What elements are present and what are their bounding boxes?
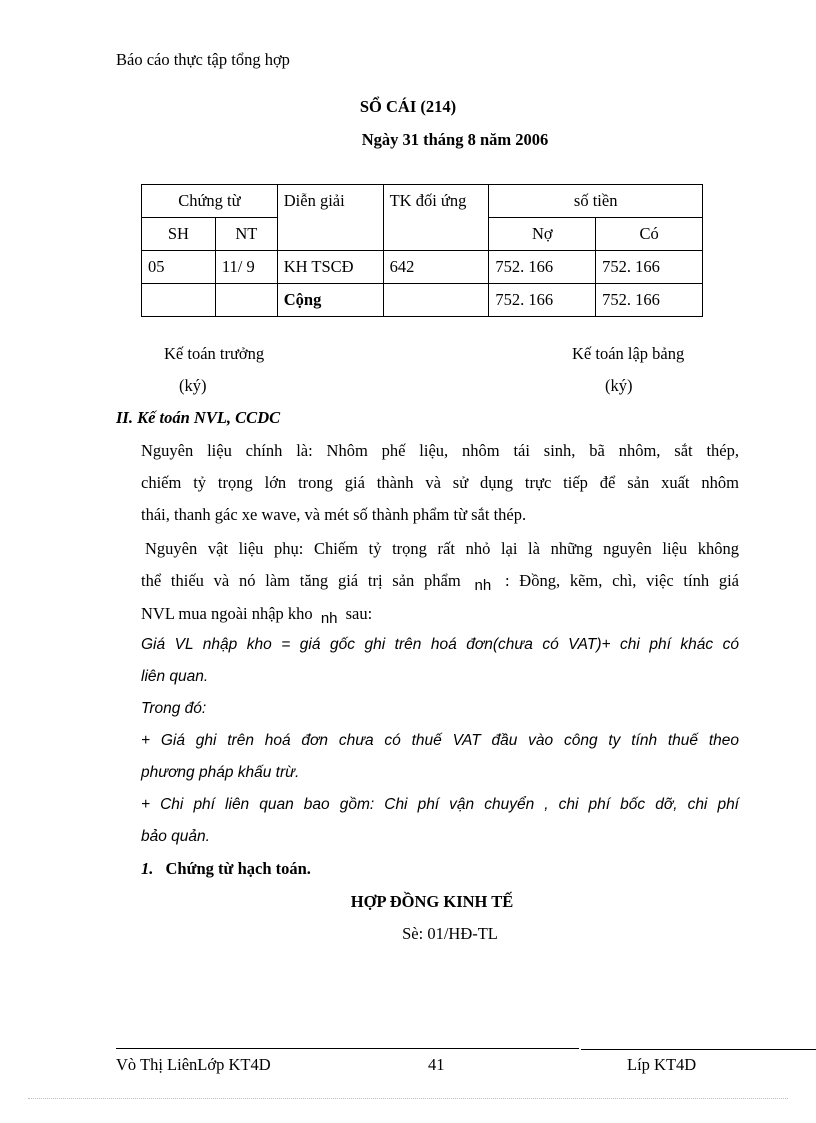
subscript-fragment: nh	[474, 577, 492, 594]
cell-account	[383, 284, 489, 317]
trong-do-label: Trong đó:	[141, 700, 207, 717]
debit-header: Nợ	[489, 218, 596, 251]
cell-sh	[142, 284, 216, 317]
footer-class: Líp KT4D	[627, 1055, 697, 1074]
cell-sh: 05	[142, 251, 216, 284]
nt-header: NT	[215, 218, 277, 251]
cell-nt	[215, 284, 277, 317]
bullet-line: phương pháp khấu trừ.	[141, 764, 300, 781]
paragraph-line	[141, 565, 739, 598]
table-header-row	[142, 185, 703, 218]
description-header: Diễn giải	[277, 185, 383, 251]
footer-rule-right	[581, 1049, 816, 1050]
cell-credit: 752. 166	[596, 251, 703, 284]
contract-title: HỢP ĐỒNG KINH TẾ	[350, 892, 514, 911]
paragraph-line: Nguyên liệu chính là: Nhôm phế liệu, nhôm tái sinh, bã nhôm, sắt thép,	[141, 441, 739, 460]
bullet-line: bảo quản.	[141, 828, 210, 845]
signature-right-title: Kế toán lập bảng	[572, 344, 685, 363]
signature-left-title: Kế toán trưởng	[164, 344, 265, 363]
text-segment: thể thiếu và nó làm tăng giá trị sản phẩm	[141, 571, 461, 590]
subsection-heading	[141, 859, 311, 879]
report-header: Báo cáo thực tập tổng hợp	[116, 50, 290, 69]
bullet-line: + Chi phí liên quan bao gồm: Chi phí vận chuyển , chi phí bốc dỡ, chi phí	[141, 796, 739, 813]
credit-header: Có	[596, 218, 703, 251]
page-bottom-divider	[28, 1098, 788, 1099]
paragraph-line: thái, thanh gác xe wave, và mét số thành phẩm từ sắt thép.	[141, 505, 527, 524]
subsection-number: 1.	[141, 859, 154, 878]
footer-author: Vò Thị LiênLớp KT4D	[116, 1055, 271, 1074]
cell-debit: 752. 166	[489, 284, 596, 317]
page-number: 41	[428, 1055, 445, 1074]
signature-right-sign: (ký)	[605, 376, 633, 395]
formula-block	[141, 629, 739, 853]
paragraph-line: chiếm tỷ trọng lớn trong giá thành và sử dụng trực tiếp để sản xuất nhôm	[141, 473, 739, 492]
voucher-header: Chứng từ	[142, 185, 278, 218]
ledger-title: SỔ CÁI (214)	[359, 97, 457, 116]
footer-rule-left	[116, 1048, 579, 1049]
formula-line: Giá VL nhập kho = giá gốc ghi trên hoá đơn(chưa có VAT)+ chi phí khác có	[141, 636, 739, 653]
text-segment: : Đồng, kẽm, chì, việc tính giá	[504, 571, 740, 590]
paragraph-line	[141, 598, 739, 631]
cell-account: 642	[383, 251, 489, 284]
cell-credit: 752. 166	[596, 284, 703, 317]
subscript-fragment: nh	[320, 610, 338, 627]
ledger-table	[141, 184, 703, 317]
account-header: TK đối ứng	[383, 185, 489, 251]
paragraph-line: Nguyên vật liệu phụ: Chiếm tỷ trọng rất nhỏ lại là những nguyên liệu không	[145, 539, 739, 558]
amount-header: số tiền	[489, 185, 703, 218]
subsection-title: Chứng từ hạch toán.	[165, 859, 311, 878]
cell-nt: 11/ 9	[215, 251, 277, 284]
cell-description: Cộng	[277, 284, 383, 317]
section-heading: II. Kế toán NVL, CCDC	[116, 408, 281, 427]
table-row	[142, 251, 703, 284]
ledger-date: Ngày 31 tháng 8 năm 2006	[361, 130, 549, 149]
text-segment: NVL mua ngoài nhập kho	[141, 604, 313, 623]
sh-header: SH	[142, 218, 216, 251]
paragraph-aux-materials	[141, 533, 739, 631]
contract-number: Sè: 01/HĐ-TL	[402, 924, 498, 943]
table-total-row	[142, 284, 703, 317]
cell-debit: 752. 166	[489, 251, 596, 284]
cell-description: KH TSCĐ	[277, 251, 383, 284]
bullet-line: + Giá ghi trên hoá đơn chưa có thuế VAT đầu vào công ty tính thuế theo	[141, 732, 739, 749]
paragraph-main-materials	[141, 435, 739, 531]
text-segment: sau:	[345, 604, 373, 623]
signature-left-sign: (ký)	[179, 376, 207, 395]
formula-line: liên quan.	[141, 668, 209, 685]
